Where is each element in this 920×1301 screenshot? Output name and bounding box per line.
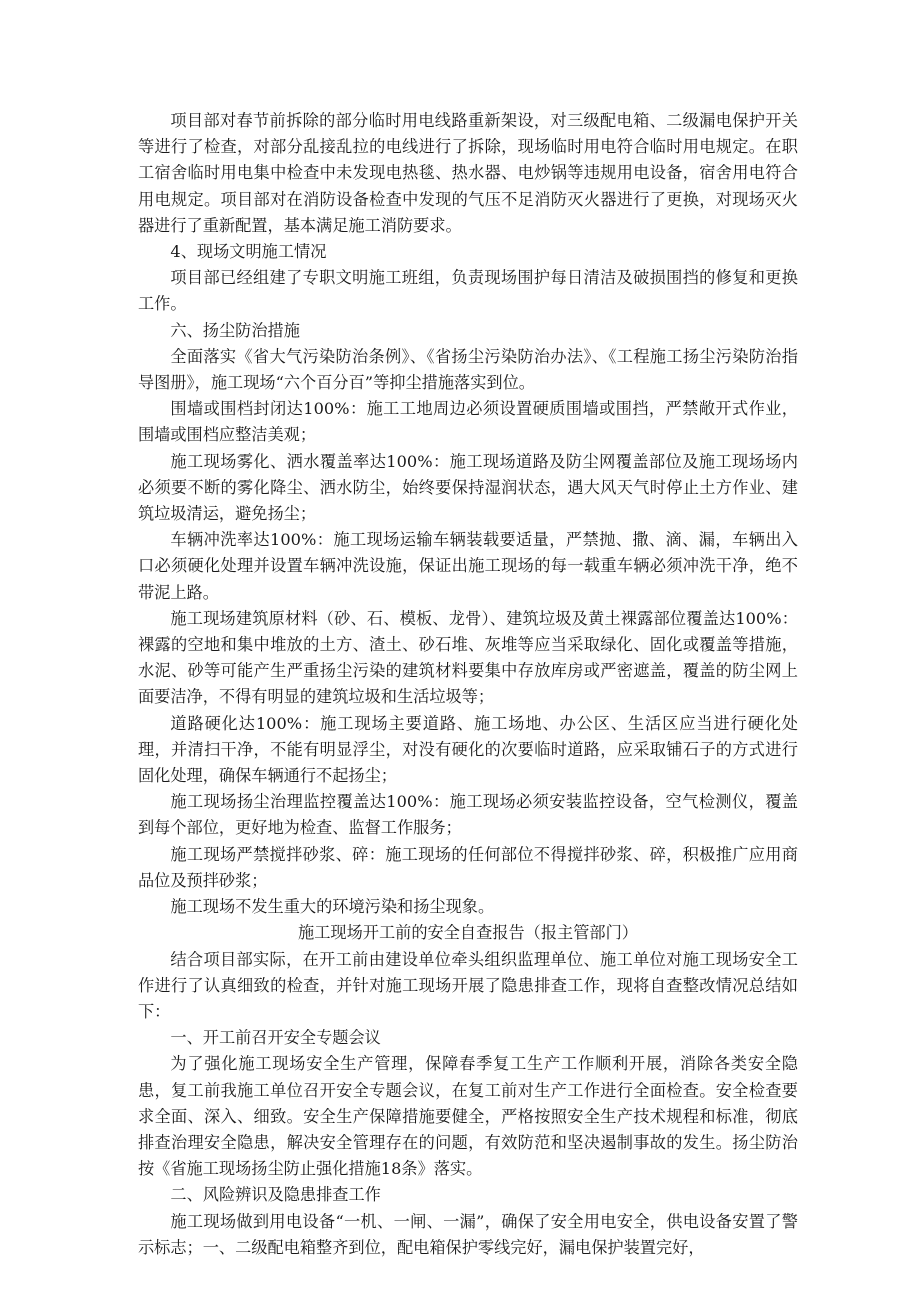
paragraph-vehicle-washing: 车辆冲洗率达100%：施工现场运输车辆装载要适量，严禁抛、撒、滴、漏，车辆出入口必须硬化处理并设置车辆冲洗设施，保证出施工现场的每一载重车辆必须冲洗干净，绝不带泥上路。 xyxy=(138,530,798,602)
paragraph-safety-meeting: 为了强化施工现场安全生产管理，保障春季复工生产工作顺利开展，消除各类安全隐患，复工前我施工单位召开安全专题会议，在复工前对生产工作进行全面检查。安全检查要求全面、深入、细致。安全生产保障措施要健全，严格按照安全生产技术规程和标准，彻底排查治理安全隐患，解决安全管理存在的问题，有效防范和坚决遏制事故的发生。扬尘防治按《省施工现场扬尘防止强化措施18条》落实。 xyxy=(138,1054,798,1179)
paragraph-electrical-safety: 施工现场做到用电设备“一机、一闸、一漏”，确保了安全用电安全，供电设备安置了警示标志；一、二级配电箱整齐到位，配电箱保护零线完好，漏电保护装置完好， xyxy=(138,1211,798,1257)
paragraph-road-hardening: 道路硬化达100%：施工现场主要道路、施工场地、办公区、生活区应当进行硬化处理，并清扫干净，不能有明显浮尘，对没有硬化的次要临时道路，应采取铺石子的方式进行固化处理，确保车辆通行不起扬尘； xyxy=(138,713,798,786)
heading-dust-control: 六、扬尘防治措施 xyxy=(170,320,300,340)
paragraph-regulations: 全面落实《省大气污染防治条例》、《省扬尘污染防治办法》、《工程施工扬尘污染防治指导图册》，施工现场“六个百分百”等抑尘措施落实到位。 xyxy=(138,346,798,393)
paragraph-enclosure: 围墙或围档封闭达100%：施工工地周边必须设置硬质围墙或围挡，严禁敞开式作业，围墙或围档应整洁美观； xyxy=(138,399,798,445)
paragraph-spraying: 施工现场雾化、洒水覆盖率达100%：施工现场道路及防尘网覆盖部位及施工现场场内必须要不断的雾化降尘、洒水防尘，始终要保持湿润状态，遇大风天气时停止土方作业、建筑垃圾清运，避免扬尘； xyxy=(138,451,798,524)
report-title: 施工现场开工前的安全自查报告（报主管部门） xyxy=(298,923,638,943)
document-body xyxy=(138,108,798,1261)
paragraph-temporary-power: 项目部对春节前拆除的部分临时用电线路重新架设，对三级配电箱、二级漏电保护开关等进行了检查，对部分乱接乱拉的电线进行了拆除，现场临时用电符合临时用电规定。在职工宿舍临时用电集中检查中未发现电热毯、热水器、电炒锅等违规用电设备，宿舍用电符合用电规定。项目部对在消防设备检查中发现的气压不足消防灭火器进行了更换，对现场灭火器进行了重新配置，基本满足施工消防要求。 xyxy=(138,111,798,235)
paragraph-material-covering: 施工现场建筑原材料（砂、石、模板、龙骨）、建筑垃圾及黄土裸露部位覆盖达100%：裸露的空地和集中堆放的土方、渣土、砂石堆、灰堆等应当采取绿化、固化或覆盖等措施，水泥、砂等可能产生严重扬尘污染的建筑材料要集中存放库房或严密遮盖，覆盖的防尘网上面要洁净，不得有明显的建筑垃圾和生活垃圾等； xyxy=(138,608,798,707)
paragraph-self-check-intro: 结合项目部实际，在开工前由建设单位牵头组织监理单位、施工单位对施工现场安全工作进行了认真细致的检查，并针对施工现场开展了隐患排查工作，现将自查整改情况总结如下： xyxy=(138,949,798,1021)
heading-civilized-construction: 4、现场文明施工情况 xyxy=(170,242,327,262)
heading-risk-identification: 二、风险辨识及隐患排查工作 xyxy=(170,1185,381,1205)
heading-safety-meeting: 一、开工前召开安全专题会议 xyxy=(170,1028,381,1048)
paragraph-no-pollution: 施工现场不发生重大的环境污染和扬尘现象。 xyxy=(170,897,495,917)
paragraph-no-mixing: 施工现场严禁搅拌砂浆、碎：施工现场的任何部位不得搅拌砂浆、碎，积极推广应用商品位及预拌砂浆； xyxy=(138,844,798,890)
paragraph-civilized-team: 项目部已经组建了专职文明施工班组，负责现场围护每日清洁及破损围挡的修复和更换工作。 xyxy=(138,268,798,314)
paragraph-monitoring: 施工现场扬尘治理监控覆盖达100%：施工现场必须安装监控设备，空气检测仪，覆盖到每个部位，更好地为检查、监督工作服务； xyxy=(138,792,798,838)
